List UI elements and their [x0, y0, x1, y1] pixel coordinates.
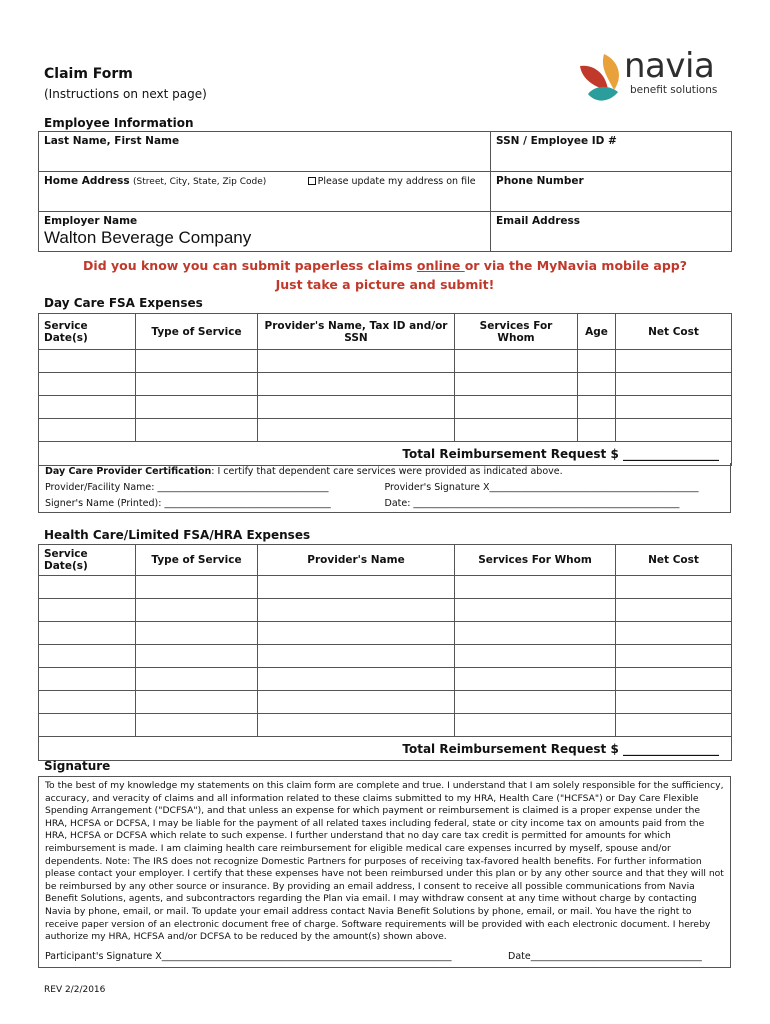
promo-line-1 [0, 258, 770, 273]
table-row [39, 350, 732, 373]
signature-statement: To the best of my knowledge my statements on this claim form are complete and true. I understand that I am solely responsible for the sufficiency, accuracy, and veracity of claims and all information related to these claims submitted to my HRA, Health Care ("HCFSA") or Day Care Flexible Spending Arrangement ("DCFSA"), and that unless an expense for which payment or reimbursement is claimed is a proper expense under the HRA, HCFSA or DCFSA, I may be liable for the payment of all related taxes including federal, state or city income tax on amounts paid from the HRA, HCFSA or DCFSA which relate to such expense. I further understand that no day care tax credit is permitted for amounts for which reimbursement is made. I am claiming health care reimbursement for eligible medical care expenses incurred by myself, spouse and/or dependents. Note: The IRS does not recognize Domestic Partners for purposes of receiving tax-favored health benefits. For further information please contact your employer. I certify that these expenses have not been reimbursed under this plan or by any other source and that they will not be reimbursed by any other source or insurance. By providing an email address, I consent to receive all possible communications from Navia Benefit Solutions, agents, and subcontractors regarding the Plan via email. I may withdraw consent at any time without charge by contacting Navia by phone, email, or mail. To update your email address contact Navia Benefit Solutions by phone, email, or mail. You have the right to receive paper version of an electronic document free of charge. Software requirements will be provided with each electronic document. I hereby authorize my HRA, HCFSA and/or DCFSA to be reduced by the amount(s) shown above. [45, 780, 724, 943]
table-cell[interactable] [455, 714, 616, 737]
table-row [39, 668, 732, 691]
employer-name-field[interactable] [39, 212, 491, 252]
promo-line-2: Just take a picture and submit! [275, 277, 495, 292]
daycare-provider-certification [38, 463, 731, 513]
table-row [39, 373, 732, 396]
table-cell[interactable] [578, 373, 616, 396]
col-services-for-whom: Services For Whom [455, 314, 578, 350]
col-type-of-service: Type of Service [136, 545, 258, 576]
table-row [39, 714, 732, 737]
table-row [39, 599, 732, 622]
table-cell[interactable] [616, 668, 732, 691]
table-cell[interactable] [578, 419, 616, 442]
table-cell[interactable] [39, 645, 136, 668]
promo-text-a: Did you know you can submit paperless claims [83, 258, 417, 273]
table-cell[interactable] [455, 350, 578, 373]
col-service-dates: Service Date(s) [39, 545, 136, 576]
col-age: Age [578, 314, 616, 350]
table-cell[interactable] [136, 622, 258, 645]
table-cell[interactable] [616, 691, 732, 714]
table-row [39, 622, 732, 645]
table-cell[interactable] [39, 419, 136, 442]
participant-signature-field[interactable]: Participant's Signature X_____________________________________________________________ [45, 951, 452, 962]
table-cell[interactable] [39, 576, 136, 599]
employer-name-value: Walton Beverage Company [44, 228, 252, 247]
table-cell[interactable] [39, 622, 136, 645]
update-address-label: Please update my address on file [317, 176, 476, 187]
last-first-name-field[interactable] [39, 132, 491, 172]
col-provider-name-taxid: Provider's Name, Tax ID and/or SSN [258, 314, 455, 350]
table-cell[interactable] [39, 691, 136, 714]
checkbox-icon[interactable] [308, 177, 316, 185]
signer-name-field[interactable]: Signer's Name (Printed): ___________________________________ [45, 498, 331, 509]
table-cell[interactable] [39, 350, 136, 373]
signature-heading: Signature [44, 759, 111, 773]
table-cell[interactable] [258, 576, 455, 599]
table-cell[interactable] [455, 373, 578, 396]
table-cell[interactable] [455, 599, 616, 622]
promo-text-b: or via the MyNavia mobile app? [464, 258, 687, 273]
table-cell[interactable] [455, 668, 616, 691]
col-net-cost: Net Cost [616, 545, 732, 576]
table-cell[interactable] [616, 622, 732, 645]
signature-date-field[interactable]: Date____________________________________ [508, 951, 702, 962]
table-cell[interactable] [616, 373, 732, 396]
table-cell[interactable] [136, 714, 258, 737]
table-cell[interactable] [136, 419, 258, 442]
table-row [39, 691, 732, 714]
table-cell[interactable] [136, 668, 258, 691]
table-cell[interactable] [616, 419, 732, 442]
table-cell[interactable] [258, 622, 455, 645]
table-cell[interactable] [258, 645, 455, 668]
home-address-field[interactable] [39, 172, 491, 212]
email-label: Email Address [496, 215, 581, 227]
health-table [38, 544, 732, 761]
table-cell[interactable] [39, 396, 136, 419]
table-cell[interactable] [136, 645, 258, 668]
cert-date-field[interactable]: Date: ________________________________________________________ [384, 498, 680, 509]
table-cell[interactable] [258, 419, 455, 442]
provider-signature-field[interactable]: Provider's Signature X____________________________________________ [384, 482, 699, 493]
daycare-table [38, 313, 732, 466]
table-cell[interactable] [616, 645, 732, 668]
update-address-checkbox[interactable] [308, 176, 476, 187]
logo-wordmark: navia [624, 46, 715, 86]
col-net-cost: Net Cost [616, 314, 732, 350]
employee-info-heading: Employee Information [44, 116, 194, 130]
col-type-of-service: Type of Service [136, 314, 258, 350]
table-cell[interactable] [39, 373, 136, 396]
table-cell[interactable] [258, 668, 455, 691]
phone-label: Phone Number [496, 175, 584, 187]
table-cell[interactable] [616, 599, 732, 622]
table-cell[interactable] [616, 576, 732, 599]
table-cell[interactable] [136, 691, 258, 714]
table-cell[interactable] [258, 691, 455, 714]
employee-info-table [38, 131, 732, 252]
daycare-heading: Day Care FSA Expenses [44, 296, 203, 310]
last-first-name-label: Last Name, First Name [44, 135, 180, 147]
table-cell[interactable] [39, 668, 136, 691]
cert-text: : I certify that dependent care services were provided as indicated above. [211, 466, 563, 477]
table-row [39, 396, 732, 419]
table-cell[interactable] [258, 396, 455, 419]
table-row [39, 576, 732, 599]
table-cell[interactable] [455, 396, 578, 419]
table-cell[interactable] [616, 396, 732, 419]
col-services-for-whom: Services For Whom [455, 545, 616, 576]
online-link[interactable]: online [416, 258, 465, 273]
table-cell[interactable] [258, 599, 455, 622]
phone-field[interactable] [491, 172, 732, 212]
table-cell[interactable] [258, 714, 455, 737]
cert-title: Day Care Provider Certification [45, 466, 212, 477]
table-cell[interactable] [136, 576, 258, 599]
table-cell[interactable] [39, 714, 136, 737]
signature-statement-box [38, 776, 731, 968]
logo-tagline: benefit solutions [630, 84, 718, 96]
table-cell[interactable] [455, 691, 616, 714]
table-cell[interactable] [39, 599, 136, 622]
col-service-dates: Service Date(s) [39, 314, 136, 350]
table-cell[interactable] [455, 419, 578, 442]
table-cell[interactable] [578, 396, 616, 419]
table-cell[interactable] [136, 373, 258, 396]
table-cell[interactable] [258, 373, 455, 396]
table-row [39, 419, 732, 442]
table-cell[interactable] [455, 622, 616, 645]
health-total[interactable]: Total Reimbursement Request $ ________________ [39, 737, 732, 761]
table-cell[interactable] [455, 645, 616, 668]
provider-facility-field[interactable]: Provider/Facility Name: ____________________________________ [45, 482, 329, 493]
table-cell[interactable] [455, 576, 616, 599]
navia-logo-mark-icon [574, 50, 626, 104]
revision-label: REV 2/2/2016 [44, 985, 106, 995]
table-row [39, 645, 732, 668]
table-cell[interactable] [136, 396, 258, 419]
form-subtitle: (Instructions on next page) [44, 87, 207, 101]
table-cell[interactable] [578, 350, 616, 373]
home-address-label: Home Address [44, 175, 130, 187]
daycare-total[interactable]: Total Reimbursement Request $ ________________ [39, 442, 732, 466]
table-cell[interactable] [616, 350, 732, 373]
email-field[interactable] [491, 212, 732, 252]
navia-logo [574, 46, 734, 104]
health-heading: Health Care/Limited FSA/HRA Expenses [44, 528, 311, 542]
table-cell[interactable] [136, 350, 258, 373]
ssn-field[interactable] [491, 132, 732, 172]
employer-name-label: Employer Name [44, 215, 138, 227]
table-cell[interactable] [258, 350, 455, 373]
table-cell[interactable] [616, 714, 732, 737]
home-address-hint: (Street, City, State, Zip Code) [133, 177, 267, 187]
form-title: Claim Form [44, 66, 133, 82]
table-cell[interactable] [136, 599, 258, 622]
col-provider-name: Provider's Name [258, 545, 455, 576]
ssn-label: SSN / Employee ID # [496, 135, 617, 147]
